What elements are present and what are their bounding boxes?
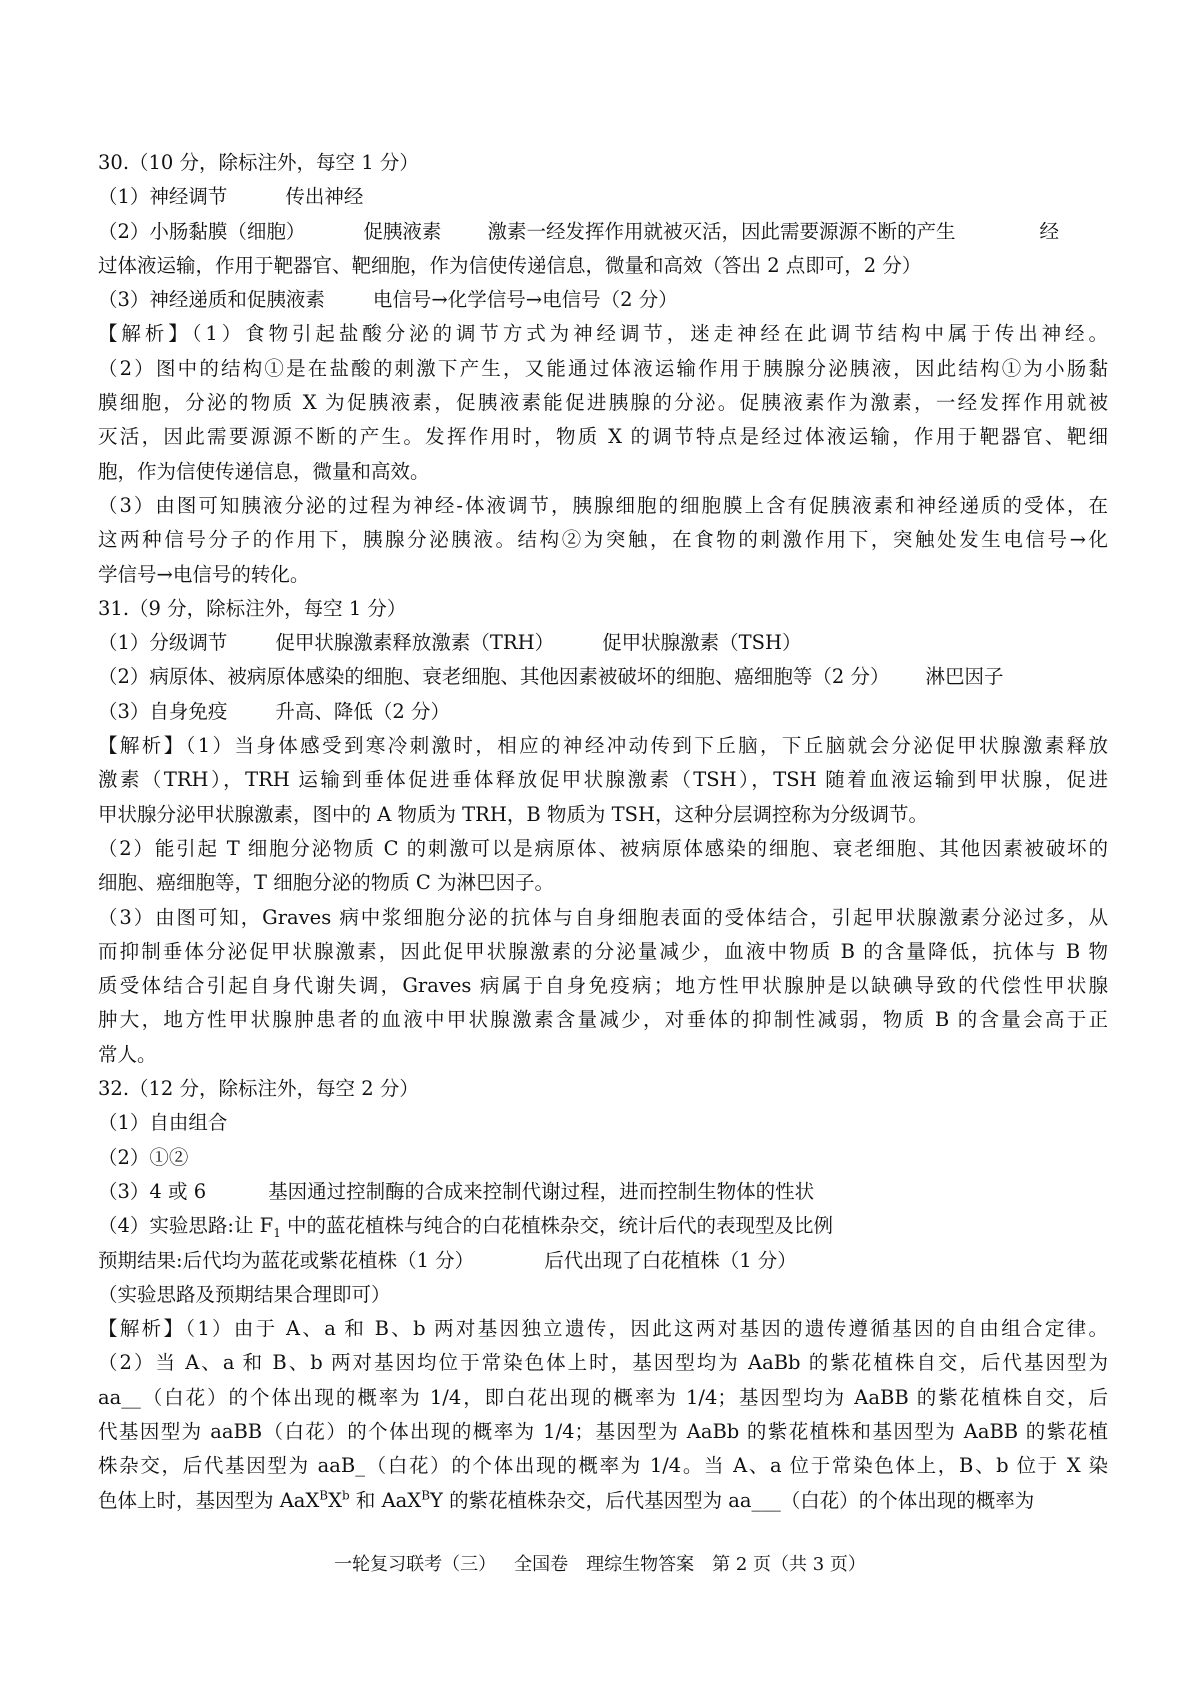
q32-analysis-line: （2）当 A、a 和 B、b 两对基因均位于常染色体上时，基因型均为 AaBb 的紫花植株自交，后代基因型为 — [98, 1351, 1108, 1375]
q30-answer-2 — [98, 215, 1108, 249]
q30-a2-blank3: 激素一经发挥作用就被灭活，因此需要源源不断的产生 — [487, 219, 956, 243]
q30-answer-1 — [98, 180, 1108, 214]
q32-a3-blank1: （3）4 或 6 — [98, 1179, 207, 1203]
q31-analysis-line: 细胞、癌细胞等，T 细胞分泌的物质 C 为淋巴因子。 — [98, 871, 555, 895]
q32-analysis-line: 【解析】（1）由于 A、a 和 B、b 两对基因独立遗传，因此这两对基因的遗传遵循基因的自由组合定律。 — [98, 1317, 1108, 1341]
q32-expect-2: 后代出现了白花植株（1 分） — [544, 1248, 797, 1272]
q32-a6-sup1: B — [319, 1488, 329, 1503]
q31-a1-blank2: 促甲状腺激素释放激素（TRH） — [275, 631, 555, 655]
q32-note: （实验思路及预期结果合理即可） — [98, 1282, 391, 1306]
q31-analysis-line: （3）由图可知，Graves 病中浆细胞分泌的抗体与自身细胞表面的受体结合，引起甲状腺激素分泌过多，从 — [98, 905, 1108, 929]
q32-a6-sup2: b — [342, 1488, 350, 1503]
q30-analysis-line: 灭活，因此需要源源不断的产生。发挥作用时，物质 X 的调节特点是经过体液运输，作用于靶器官、靶细 — [98, 425, 1108, 449]
q31-answer-1 — [98, 626, 1108, 660]
q32-analysis-line: 代基因型为 aaBB（白花）的个体出现的概率为 1/4；基因型为 AaBb 的紫花植株和基因型为 AaBB 的紫花植 — [98, 1419, 1108, 1443]
q31-analysis-line: 质受体结合引起自身代谢失调，Graves 病属于自身免疫病；地方性甲状腺肿是以缺碘导致的代偿性甲状腺 — [98, 974, 1108, 998]
q31-analysis-line: 肿大，地方性甲状腺肿患者的血液中甲状腺激素含量减少，对垂体的抑制性减弱，物质 B 的含量会高于正 — [98, 1008, 1108, 1032]
q32-answer-2: （2）①② — [98, 1145, 189, 1169]
q32-a3-blank2: 基因通过控制酶的合成来控制代谢过程，进而控制生物体的性状 — [268, 1179, 815, 1203]
q30-analysis-line: （3）由图可知胰液分泌的过程为神经-体液调节，胰腺细胞的细胞膜上含有促胰液素和神经递质的受体，在 — [98, 493, 1108, 517]
q32-a4-text-cont: 中的蓝花植株与纯合的白花植株杂交，统计后代的表现型及比例 — [280, 1214, 834, 1238]
q30-a2-blank4: 经 — [1039, 219, 1059, 243]
q31-analysis-line: 常人。 — [98, 1042, 157, 1066]
q30-answer-2-cont: 过体液运输，作用于靶器官、靶细胞，作为信使传递信息，微量和高效（答出 2 点即可，2 分） — [98, 253, 922, 277]
q31-a2-blank2: 淋巴因子 — [925, 665, 1004, 689]
q31-answer-3 — [98, 695, 1108, 729]
q31-a3-blank2: 升高、降低（2 分） — [275, 699, 451, 723]
footer-page-number: 第 2 页（共 3 页） — [712, 1554, 866, 1575]
q30-a3-blank1: （3）神经递质和促胰液素 — [98, 288, 325, 312]
footer-scope: 全国卷 — [514, 1554, 569, 1575]
page-footer — [0, 1553, 1200, 1577]
footer-exam: 一轮复习联考（三） — [334, 1554, 497, 1575]
q32-header: 32.（12 分，除标注外，每空 2 分） — [98, 1077, 419, 1101]
q32-analysis-line: 株杂交，后代基因型为 aaB_（白花）的个体出现的概率为 1/4。当 A、a 位于常染色体上，B、b 位于 X 染 — [98, 1454, 1108, 1478]
q32-a6-t4: Y 的紫花植株杂交，后代基因型为 aa___（白花）的个体出现的概率为 — [430, 1488, 1035, 1512]
q30-analysis-line: （2）图中的结构①是在盐酸的刺激下产生，又能通过体液运输作用于胰腺分泌胰液，因此结构①为小肠黏 — [98, 356, 1108, 380]
q30-answer-3 — [98, 283, 1108, 317]
q32-a6-sup3: B — [421, 1488, 431, 1503]
q32-a6-t3: 和 AaX — [349, 1488, 422, 1512]
q32-a4-text: （4）实验思路:让 F — [98, 1214, 274, 1238]
q30-analysis-line: 膜细胞，分泌的物质 X 为促胰液素，促胰液素能促进胰腺的分泌。促胰液素作为激素，一经发挥作用就被 — [98, 391, 1108, 415]
q32-analysis-line-sup — [98, 1484, 1108, 1518]
answer-page — [98, 146, 1108, 1518]
q30-analysis-line: 胞，作为信使传递信息，微量和高效。 — [98, 459, 430, 483]
q30-analysis-line: 这两种信号分子的作用下，胰腺分泌胰液。结构②为突触，在食物的刺激作用下，突触处发生电信号→化 — [98, 528, 1108, 552]
q30-header: 30.（10 分，除标注外，每空 1 分） — [98, 151, 419, 174]
q32-a4-subscript: 1 — [273, 1226, 281, 1241]
q32-answer-1: （1）自由组合 — [98, 1111, 228, 1135]
q32-expected-result — [98, 1244, 1108, 1278]
q30-analysis-line: 学信号→电信号的转化。 — [98, 562, 310, 586]
q30-a1-blank1: （1）神经调节 — [98, 185, 228, 209]
q32-a6-t2: X — [328, 1488, 343, 1512]
q32-a6-t1: 色体上时，基因型为 AaX — [98, 1488, 320, 1512]
q30-a2-blank1: （2）小肠黏膜（细胞） — [98, 219, 306, 243]
q30-a2-blank2: 促胰液素 — [363, 219, 442, 243]
q31-analysis-line: 甲状腺分泌甲状腺激素，图中的 A 物质为 TRH，B 物质为 TSH，这种分层调控称为分级调节。 — [98, 802, 928, 826]
q31-analysis-line: （2）能引起 T 细胞分泌物质 C 的刺激可以是病原体、被病原体感染的细胞、衰老细胞、其他因素被破坏的 — [98, 836, 1108, 860]
q32-expect-1: 预期结果:后代均为蓝花或紫花植株（1 分） — [98, 1248, 475, 1272]
q31-analysis-line: 激素（TRH），TRH 运输到垂体促进垂体释放促甲状腺激素（TSH），TSH 随着血液运输到甲状腺，促进 — [98, 768, 1108, 792]
q32-answer-3 — [98, 1175, 1108, 1209]
q31-a3-blank1: （3）自身免疫 — [98, 699, 228, 723]
q31-a1-blank1: （1）分级调节 — [98, 631, 228, 655]
q31-header: 31.（9 分，除标注外，每空 1 分） — [98, 596, 407, 620]
footer-subject: 理综生物答案 — [586, 1554, 695, 1575]
q30-a3-blank2: 电信号→化学信号→电信号（2 分） — [372, 288, 678, 312]
q30-analysis-line: 【解析】（1）食物引起盐酸分泌的调节方式为神经调节，迷走神经在此调节结构中属于传出神经。 — [98, 322, 1108, 346]
q31-analysis-line: 【解析】（1）当身体感受到寒冷刺激时，相应的神经冲动传到下丘脑，下丘脑就会分泌促甲状腺激素释放 — [98, 734, 1108, 758]
q32-answer-4 — [98, 1209, 1108, 1243]
q31-answer-2 — [98, 660, 1108, 694]
q31-analysis-line: 而抑制垂体分泌促甲状腺激素，因此促甲状腺激素的分泌量减少，血液中物质 B 的含量降低，抗体与 B 物 — [98, 939, 1108, 963]
q31-a2-blank1: （2）病原体、被病原体感染的细胞、衰老细胞、其他因素被破坏的细胞、癌细胞等（2 分） — [98, 665, 890, 689]
q31-a1-blank3: 促甲状腺激素（TSH） — [602, 631, 802, 655]
q32-analysis-line: aa__（白花）的个体出现的概率为 1/4，即白花出现的概率为 1/4；基因型均为 AaBB 的紫花植株自交，后 — [98, 1385, 1108, 1409]
q30-a1-blank2: 传出神经 — [285, 185, 364, 209]
